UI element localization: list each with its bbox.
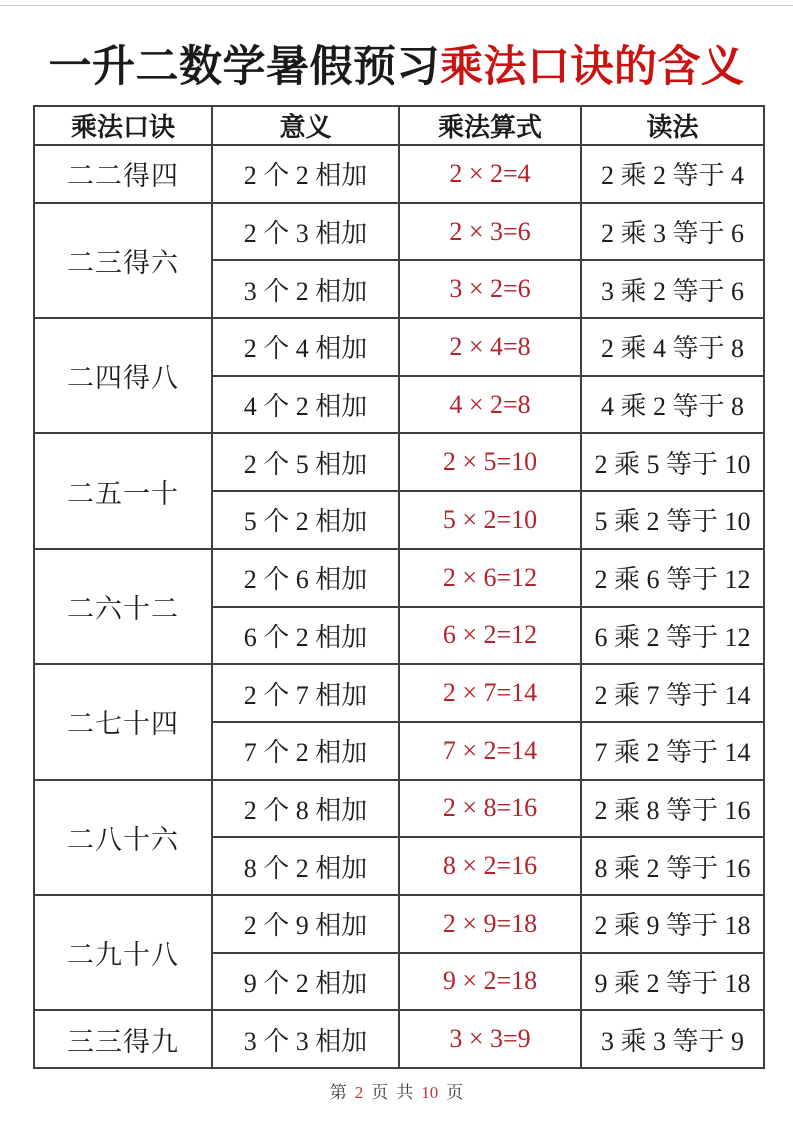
- meaning-cell: 2 个 9 相加: [212, 895, 399, 953]
- table-row: [34, 318, 764, 376]
- header-rhyme: 乘法口诀: [34, 106, 212, 145]
- meaning-cell: 2 个 3 相加: [212, 203, 399, 261]
- header-formula: 乘法算式: [399, 106, 581, 145]
- reading-cell: 2 乘 5 等于 10: [581, 433, 764, 491]
- formula-cell: 2 × 2=4: [399, 145, 581, 203]
- reading-cell: 4 乘 2 等于 8: [581, 376, 764, 434]
- reading-cell: 8 乘 2 等于 16: [581, 837, 764, 895]
- meaning-cell: 8 个 2 相加: [212, 837, 399, 895]
- meaning-cell: 2 个 5 相加: [212, 433, 399, 491]
- title-black-part: 一升二数学暑假预习: [48, 44, 440, 91]
- formula-cell: 2 × 4=8: [399, 318, 581, 376]
- multiplication-table: [33, 105, 765, 1069]
- footer-page-word: 页: [371, 1083, 389, 1102]
- meaning-cell: 2 个 6 相加: [212, 549, 399, 607]
- reading-cell: 2 乘 9 等于 18: [581, 895, 764, 953]
- meaning-cell: 2 个 7 相加: [212, 664, 399, 722]
- reading-cell: 2 乘 3 等于 6: [581, 203, 764, 261]
- reading-cell: 9 乘 2 等于 18: [581, 953, 764, 1011]
- meaning-cell: 9 个 2 相加: [212, 953, 399, 1011]
- table-row: [34, 145, 764, 203]
- rhyme-cell: 二四得八: [34, 318, 212, 433]
- rhyme-cell: 二六十二: [34, 549, 212, 664]
- formula-cell: 2 × 7=14: [399, 664, 581, 722]
- rhyme-cell: 二七十四: [34, 664, 212, 779]
- reading-cell: 2 乘 4 等于 8: [581, 318, 764, 376]
- formula-cell: 5 × 2=10: [399, 491, 581, 549]
- reading-cell: 3 乘 3 等于 9: [581, 1010, 764, 1068]
- rhyme-cell: 三三得九: [34, 1010, 212, 1068]
- formula-cell: 3 × 3=9: [399, 1010, 581, 1068]
- formula-cell: 2 × 3=6: [399, 203, 581, 261]
- reading-cell: 2 乘 2 等于 4: [581, 145, 764, 203]
- page-title: [0, 33, 793, 94]
- reading-cell: 6 乘 2 等于 12: [581, 607, 764, 665]
- footer-prefix: 第: [329, 1083, 347, 1102]
- meaning-cell: 3 个 2 相加: [212, 260, 399, 318]
- table-row: [34, 664, 764, 722]
- header-reading: 读法: [581, 106, 764, 145]
- footer-suffix: 页: [446, 1083, 464, 1102]
- formula-cell: 2 × 5=10: [399, 433, 581, 491]
- page-footer: [0, 1078, 793, 1103]
- rhyme-cell: 二八十六: [34, 780, 212, 895]
- rhyme-cell: 二三得六: [34, 203, 212, 318]
- formula-cell: 2 × 6=12: [399, 549, 581, 607]
- formula-cell: 3 × 2=6: [399, 260, 581, 318]
- meaning-cell: 7 个 2 相加: [212, 722, 399, 780]
- header-meaning: 意义: [212, 106, 399, 145]
- meaning-cell: 6 个 2 相加: [212, 607, 399, 665]
- rhyme-cell: 二二得四: [34, 145, 212, 203]
- reading-cell: 3 乘 2 等于 6: [581, 260, 764, 318]
- formula-cell: 8 × 2=16: [399, 837, 581, 895]
- rhyme-cell: 二九十八: [34, 895, 212, 1010]
- footer-page-number: 2: [354, 1083, 364, 1102]
- footer-total-word: 共: [396, 1083, 414, 1102]
- table-row: [34, 1010, 764, 1068]
- reading-cell: 2 乘 8 等于 16: [581, 780, 764, 838]
- formula-cell: 6 × 2=12: [399, 607, 581, 665]
- formula-cell: 4 × 2=8: [399, 376, 581, 434]
- meaning-cell: 2 个 2 相加: [212, 145, 399, 203]
- formula-cell: 7 × 2=14: [399, 722, 581, 780]
- reading-cell: 2 乘 7 等于 14: [581, 664, 764, 722]
- table-row: [34, 433, 764, 491]
- meaning-cell: 3 个 3 相加: [212, 1010, 399, 1068]
- table-row: [34, 895, 764, 953]
- formula-cell: 2 × 9=18: [399, 895, 581, 953]
- formula-cell: 9 × 2=18: [399, 953, 581, 1011]
- reading-cell: 7 乘 2 等于 14: [581, 722, 764, 780]
- reading-cell: 5 乘 2 等于 10: [581, 491, 764, 549]
- meaning-cell: 2 个 4 相加: [212, 318, 399, 376]
- title-red-part: 乘法口诀的含义: [440, 44, 745, 91]
- table-row: [34, 549, 764, 607]
- meaning-cell: 4 个 2 相加: [212, 376, 399, 434]
- meaning-cell: 2 个 8 相加: [212, 780, 399, 838]
- formula-cell: 2 × 8=16: [399, 780, 581, 838]
- table-header-row: [34, 106, 764, 145]
- meaning-cell: 5 个 2 相加: [212, 491, 399, 549]
- rhyme-cell: 二五一十: [34, 433, 212, 548]
- table-row: [34, 780, 764, 838]
- reading-cell: 2 乘 6 等于 12: [581, 549, 764, 607]
- page-top-border: [0, 5, 793, 6]
- table-row: [34, 203, 764, 261]
- footer-total-pages: 10: [421, 1083, 439, 1102]
